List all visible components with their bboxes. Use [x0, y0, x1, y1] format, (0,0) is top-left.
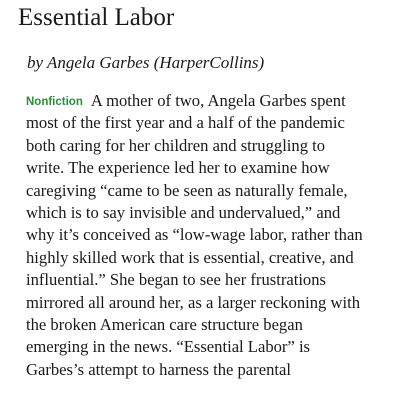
- review-line: caregiving “came to be seen as naturally female,: [26, 180, 348, 200]
- review-line: [26, 90, 386, 112]
- review-line: why it’s conceived as “low-wage labor, rather than: [26, 225, 363, 245]
- review-line: influential.” She began to see her frustrations: [26, 270, 326, 290]
- review-line: write. The experience led her to examine how: [26, 158, 330, 178]
- review-line: which is to say invisible and undervalued,” and: [26, 202, 341, 222]
- category-tag: Nonfiction: [26, 96, 83, 108]
- review-line: highly skilled work that is essential, creative, and: [26, 247, 354, 267]
- review-line-text: A mother of two, Angela Garbes spent: [90, 91, 346, 110]
- review-line: most of the first year and a half of the pandemic: [26, 113, 345, 133]
- review-line: mirrored all around her, as a larger reckoning with: [26, 292, 361, 312]
- review-line: emerging in the news. “Essential Labor” is: [26, 337, 311, 357]
- review-body: [26, 90, 386, 381]
- review-line: Garbes’s attempt to harness the parental: [26, 359, 291, 379]
- book-title: Essential Labor: [18, 4, 175, 31]
- review-line: the broken American care structure began: [26, 314, 303, 334]
- review-line: both caring for her children and struggling to: [26, 135, 326, 155]
- book-byline: by Angela Garbes (HarperCollins): [27, 53, 265, 72]
